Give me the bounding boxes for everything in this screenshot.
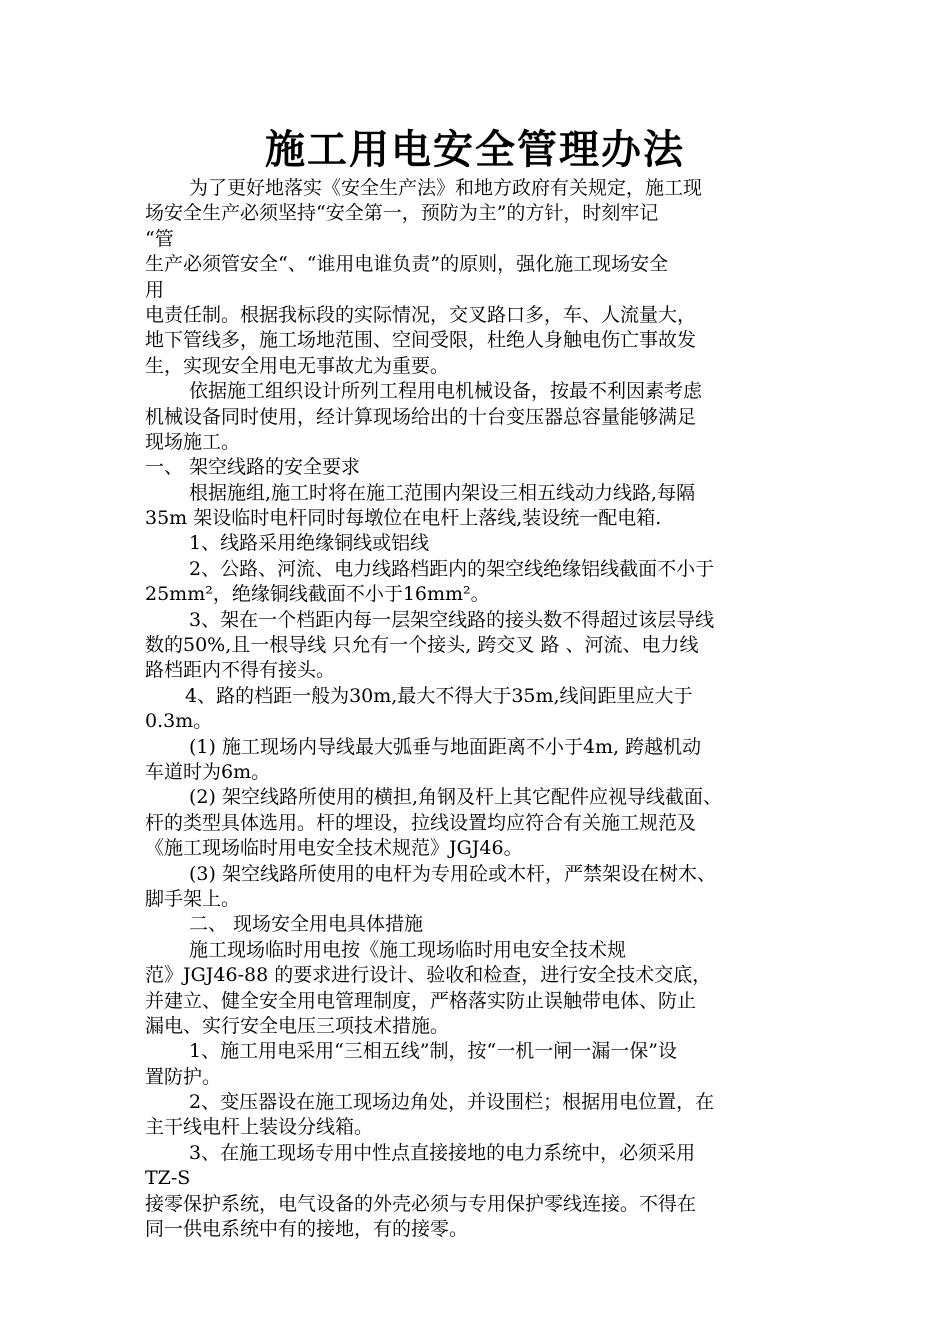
text-line: 1、施工用电采用“三相五线”制，按“一机一闸一漏一保”设: [189, 1040, 677, 1063]
text-line: 场安全生产必须坚持“安全第一，预防为主”的方针，时刻牢记: [145, 202, 659, 225]
text-line: 依据施工组织设计所列工程用电机械设备，按最不利因素考虑: [189, 380, 703, 403]
text-line: 数的50%,且一根导线 只允有一个接头, 跨交叉 路 、河流、电力线: [145, 634, 699, 657]
text-line: 施工现场临时用电按《施工现场临时用电安全技术规: [189, 938, 627, 961]
text-line: 4、路的档距一般为30m,最大不得大于35m,线间距里应大于: [185, 684, 693, 707]
text-line: 用: [145, 278, 165, 301]
text-line: 25mm²，绝缘铜线截面不小于16mm²。: [145, 583, 490, 606]
text-line: 二、 现场安全用电具体措施: [189, 913, 424, 936]
text-line: 杆的类型具体选用。杆的埋设，拉线设置均应符合有关施工规范及: [145, 811, 697, 834]
text-line: 根据施组,施工时将在施工范围内架设三相五线动力线路,每隔: [189, 481, 696, 504]
text-line: 《施工现场临时用电安全技术规范》JGJ46。: [145, 837, 523, 860]
text-line: 电责任制。根据我标段的实际情况，交叉路口多，车、人流量大，: [145, 303, 697, 326]
text-line: 2、公路、河流、电力线路档距内的架空线绝缘铝线截面不小于: [189, 557, 715, 580]
text-line: 3、在施工现场专用中性点直接接地的电力系统中，必须采用: [189, 1141, 696, 1164]
text-line: 3、架在一个档距内每一层架空线路的接头数不得超过该层导线: [189, 608, 715, 631]
text-line: 生产必须管安全“、“谁用电谁负责”的原则，强化施工现场安全: [145, 253, 669, 276]
text-line: 车道时为6m。: [145, 760, 271, 783]
text-line: 2、变压器设在施工现场边角处，并设围栏；根据用电位置，在: [189, 1091, 715, 1114]
text-line: 并建立、健全安全用电管理制度，严格落实防止误触带电体、防止: [145, 989, 697, 1012]
text-line: 范》JGJ46-88 的要求进行设计、验收和检查，进行安全技术交底，: [145, 964, 712, 987]
text-line: (3) 架空线路所使用的电杆为专用砼或木杆，严禁架设在树木、: [189, 862, 716, 885]
text-line: 1、线路采用绝缘铜线或铝线: [189, 532, 430, 555]
text-line: 现场施工。: [145, 430, 241, 453]
text-line: 生，实现安全用电无事故尤为重要。: [145, 354, 450, 377]
text-line: 主干线电杆上装设分线箱。: [145, 1116, 374, 1139]
text-line: 同一供电系统中有的接地，有的接零。: [145, 1218, 469, 1241]
text-line: (2) 架空线路所使用的横担,角钢及杆上其它配件应视导线截面、: [189, 786, 722, 809]
text-line: (1) 施工现场内导线最大弧垂与地面距离不小于4m, 跨越机动: [189, 735, 702, 758]
text-line: 置防护。: [145, 1065, 222, 1088]
text-line: “管: [145, 227, 174, 250]
text-line: 路档距内不得有接头。: [145, 659, 336, 682]
text-line: 为了更好地落实《安全生产法》和地方政府有关规定，施工现: [189, 177, 703, 199]
document-body: [145, 176, 835, 1242]
text-line: TZ-S: [145, 1167, 191, 1190]
document-title: 施工用电安全管理办法: [265, 126, 685, 173]
text-line: 地下管线多，施工场地范围、空间受限，杜绝人身触电伤亡事故发: [145, 329, 697, 352]
text-line: 接零保护系统，电气设备的外壳必须与专用保护零线连接。不得在: [145, 1192, 697, 1215]
text-line: 脚手架上。: [145, 887, 241, 910]
text-line: 漏电、实行安全电压三项技术措施。: [145, 1014, 450, 1037]
text-line: 一、 架空线路的安全要求: [145, 456, 361, 479]
text-line: 机械设备同时使用，经计算现场给出的十台变压器总容量能够满足: [145, 405, 697, 428]
text-line: 35m 架设临时电杆同时每墩位在电杆上落线,装设统一配电箱.: [145, 507, 662, 530]
text-line: 0.3m。: [145, 710, 213, 733]
